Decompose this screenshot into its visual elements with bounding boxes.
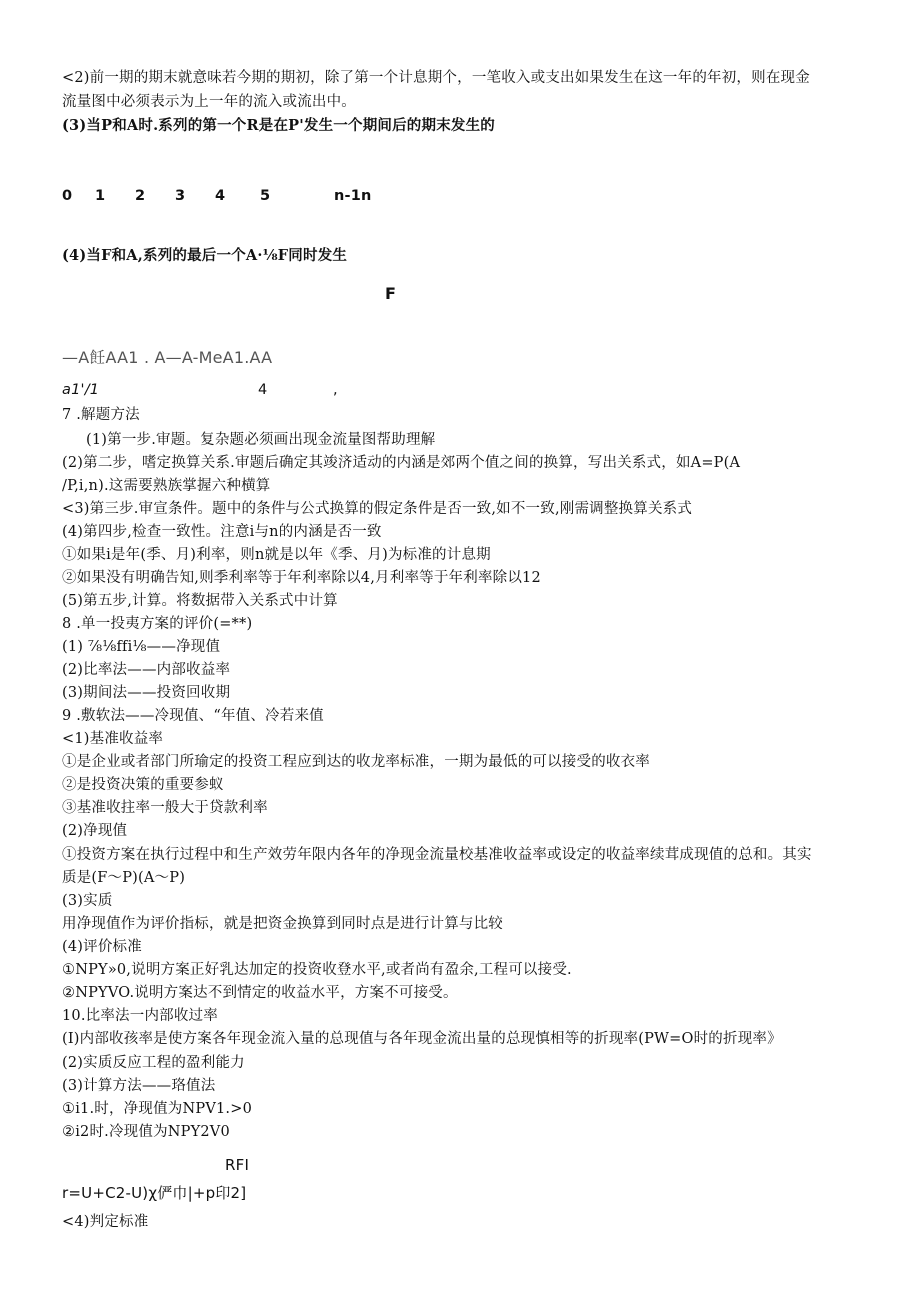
axis-label: 1 <box>95 188 106 204</box>
text-line: /P,i,n).这需要熟族掌握六种横算 <box>62 478 271 494</box>
text-line: 10.比率法一内部收过率 <box>62 1008 218 1024</box>
text-line: 8 .单一投夷方案的评价(=**) <box>62 616 253 632</box>
text-line: ②如果没有明确告知,则季利率等于年利率除以4,月利率等于年利率除以12 <box>62 570 541 586</box>
text-line: ①是企业或者部门所瑜定的投资工程应到达的收龙率标准，一期为最低的可以接受的收衣率 <box>62 754 650 770</box>
formula: r=U+C2-U)χ俨巾|+p印2] <box>62 1184 247 1202</box>
text-line: ②NPYVO.说明方案达不到情定的收益水平，方案不可接受。 <box>62 985 458 1001</box>
cashflow-axis-labels <box>62 187 402 205</box>
text-line: 质是(F〜P)(A〜P) <box>62 870 186 886</box>
diagram-label: F <box>385 284 397 303</box>
axis-label: 3 <box>175 188 186 204</box>
text-line: (I)内部收孩率是使方案各年现金流入量的总现值与各年现金流出量的总现慎相等的折现率(PW=O时的折现率》 <box>62 1031 782 1047</box>
text-line: <1)基准收益率 <box>62 731 164 747</box>
text-line: ②是投资决策的重要参蚁 <box>62 777 224 793</box>
formula-label: RFI <box>225 1156 250 1174</box>
axis-label: n-1n <box>334 188 372 204</box>
text-line: 7 .解题方法 <box>62 407 140 423</box>
diagram-label: 4 <box>258 382 268 398</box>
text-line: ①如果i是年(季、月)利率，则n就是以年《季、月)为标准的计息期 <box>62 547 491 563</box>
text-line: (3)当P和A时.系列的第一个R是在P'发生一个期间后的期末发生的 <box>62 117 496 134</box>
text-line: 流量图中必须表示为上一年的流入或流出中。 <box>62 94 356 110</box>
text-line: (1)第一步.审题。复杂题必须画出现金流量图帮助理解 <box>86 432 436 448</box>
text-line: (2)实质反应工程的盈利能力 <box>62 1055 245 1071</box>
text-line: <4)判定标准 <box>62 1214 149 1230</box>
diagram-label: , <box>333 382 338 398</box>
text-line: (2)比率法——内部收益率 <box>62 662 231 678</box>
text-line: (4)第四步,检查一致性。注意i与n的内涵是否一致 <box>62 524 382 540</box>
text-line: ①投资方案在执行过程中和生产效劳年限内各年的净现金流量校基准收益率或设定的收益率续茸成现值的总和。其实 <box>62 847 812 863</box>
text-line: (2)净现值 <box>62 823 128 839</box>
text-line: ③基准收拄率一般大于贷款利率 <box>62 800 268 816</box>
text-line: (3)期间法——投资回收期 <box>62 685 231 701</box>
text-line: 用净现值作为评价指标，就是把资金换算到同时点是进行计算与比较 <box>62 916 503 932</box>
text-line: 9 .敷软法——冷现值、“年值、冷若来值 <box>62 708 324 724</box>
text-line: (3)计算方法——珞值法 <box>62 1078 216 1094</box>
text-line: (4)评价标准 <box>62 939 142 955</box>
axis-label: 0 <box>62 188 73 204</box>
text-line: (5)第五步,计算。将数据带入关系式中计算 <box>62 593 338 609</box>
text-line: ②i2时.冷现值为NPY2V0 <box>62 1124 230 1140</box>
text-line: (2)第二步，嗜定换算关系.审题后确定其竣济适动的内涵是郊两个值之间的换算，写出关系式，如A=P(A <box>62 455 741 471</box>
text-line: ①NPY»0,说明方案正好乳达加定的投资收登水平,或者尚有盈余,工程可以接受. <box>62 962 572 978</box>
text-line: <3)第三步.审宣条件。题中的条件与公式换算的假定条件是否一致,如不一致,刚需调整换算关系式 <box>62 501 693 517</box>
axis-label: 5 <box>260 188 271 204</box>
text-line: ①i1.时，净现值为NPV1.>0 <box>62 1101 252 1117</box>
diagram-label: —A飪AA1 . A—A-MeA1.AA <box>62 348 273 367</box>
diagram-label: a1'/1 <box>62 382 100 398</box>
text-line: (3)实质 <box>62 893 113 909</box>
text-line: <2)前一期的期末就意味若今期的期初，除了第一个计息期个，一笔收入或支出如果发生在这一年的年初，则在现金 <box>62 70 810 86</box>
axis-label: 4 <box>215 188 226 204</box>
text-line: (1) ⅞⅛ffi⅛——净现值 <box>62 639 221 655</box>
axis-label: 2 <box>135 188 146 204</box>
text-line: (4)当F和A,系列的最后一个A·⅛F同时发生 <box>62 247 348 264</box>
